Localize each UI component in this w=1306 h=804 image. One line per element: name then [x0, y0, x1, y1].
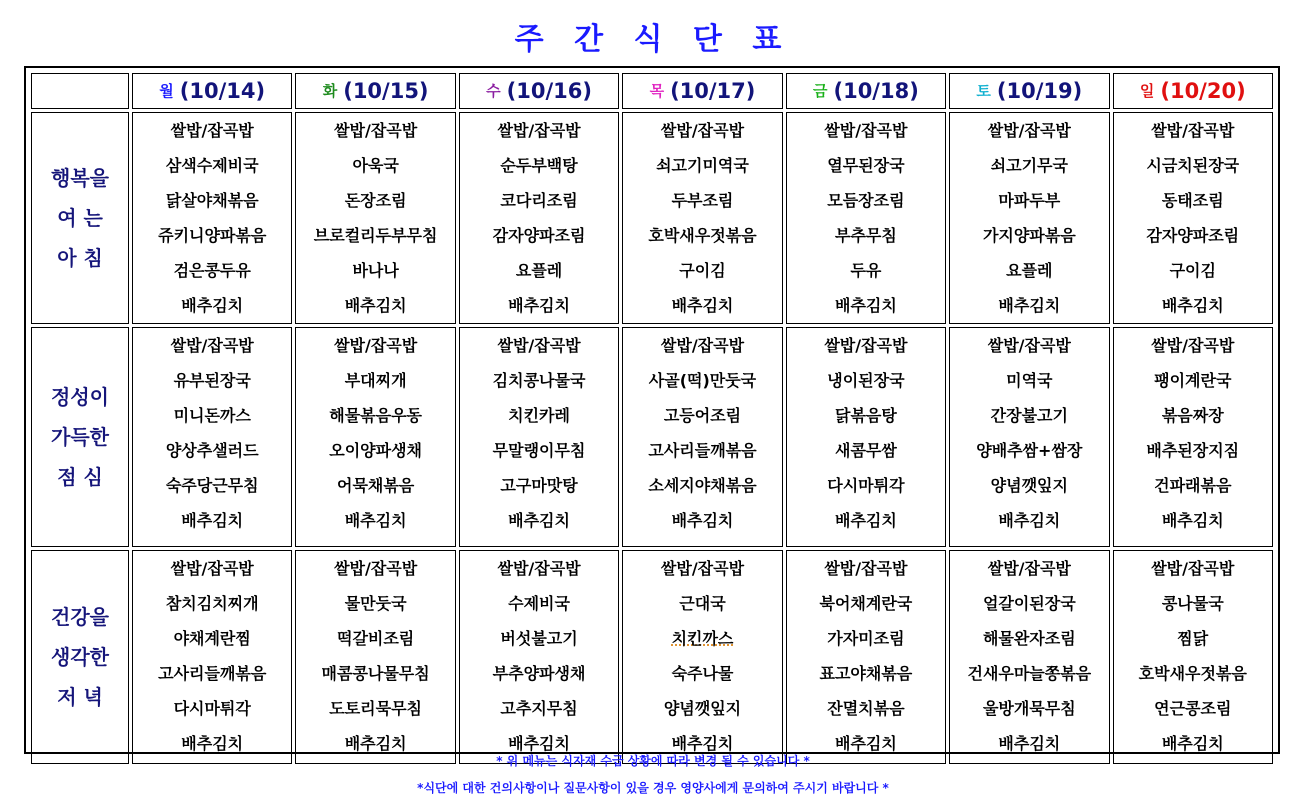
menu-cell — [459, 112, 619, 324]
menu-item: 배추김치 — [1161, 511, 1224, 530]
day-icon: 목 — [649, 82, 665, 100]
menu-item: 동태조림 — [1161, 191, 1224, 210]
day-date: (10/15) — [343, 79, 429, 103]
menu-cell — [1113, 327, 1273, 547]
menu-list — [950, 551, 1108, 763]
menu-item: 감자양파조림 — [1146, 226, 1240, 245]
menu-item: 얼갈이된장국 — [982, 594, 1076, 613]
menu-item: 배추김치 — [671, 734, 734, 753]
menu-item: 참치김치찌개 — [165, 594, 259, 613]
menu-item: 유부된장국 — [173, 371, 251, 390]
menu-item: 쌀밥/잡곡밥 — [660, 559, 745, 578]
menu-item: 시금치된장국 — [1146, 156, 1240, 175]
menu-cell — [132, 550, 292, 764]
menu-item: 삼색수제비국 — [165, 156, 259, 175]
menu-item: 콩나물국 — [1161, 594, 1224, 613]
menu-item: 쌀밥/잡곡밥 — [1151, 121, 1235, 140]
meal-label-line: 점 심 — [57, 465, 103, 489]
meal-label-line: 건강을 — [51, 605, 109, 629]
menu-item: 코다리조림 — [500, 191, 578, 210]
menu-item: 배추김치 — [998, 734, 1061, 753]
menu-item: 간장불고기 — [990, 406, 1068, 425]
menu-item: 닭살야채볶음 — [165, 191, 259, 210]
day-date: (10/18) — [833, 79, 919, 103]
menu-item: 다시마튀각 — [827, 476, 905, 495]
meal-label-line: 행복을 — [51, 166, 109, 190]
menu-item: 건파래볶음 — [1154, 476, 1232, 495]
menu-cell — [132, 112, 292, 324]
menu-item: 쌀밥/잡곡밥 — [334, 559, 418, 578]
menu-cell — [459, 327, 619, 547]
menu-item: 배추김치 — [671, 296, 734, 315]
menu-item: 해물완자조림 — [982, 629, 1076, 648]
day-header-mon — [132, 73, 292, 109]
meal-row-lunch — [31, 327, 1273, 547]
menu-item: 돈장조림 — [344, 191, 407, 210]
day-icon: 수 — [486, 82, 501, 100]
menu-cell — [622, 327, 782, 547]
menu-list — [1114, 551, 1272, 763]
menu-item: 냉이된장국 — [827, 371, 905, 390]
menu-cell — [622, 112, 782, 324]
menu-cell — [132, 327, 292, 547]
menu-item: 다시마튀각 — [173, 699, 251, 718]
menu-item-editing[interactable]: 치킨까스 — [671, 629, 734, 648]
menu-item: 배추김치 — [834, 511, 897, 530]
menu-item: 도토리묵무침 — [329, 699, 422, 718]
menu-item: 배추김치 — [834, 296, 897, 315]
day-header-wed — [459, 73, 619, 109]
day-date: (10/20) — [1160, 79, 1246, 103]
menu-list — [460, 551, 618, 763]
menu-item: 가자미조림 — [827, 629, 905, 648]
menu-list — [623, 551, 781, 763]
menu-list — [296, 328, 454, 546]
menu-item: 배추김치 — [998, 296, 1061, 315]
menu-list — [787, 551, 945, 763]
day-date: (10/17) — [670, 79, 756, 103]
menu-item: 건새우마늘쫑볶음 — [967, 664, 1092, 683]
menu-item: 요플레 — [515, 261, 563, 280]
notice-contact-dietitian: *식단에 대한 건의사항이나 질문사항이 있을 경우 영양사에게 문의하여 주시기 바랍니다 * — [417, 781, 889, 795]
menu-cell — [1113, 112, 1273, 324]
menu-item: 배추김치 — [508, 511, 570, 530]
menu-item: 떡갈비조림 — [336, 629, 415, 648]
menu-item: 사골(떡)만둣국 — [648, 371, 757, 390]
menu-list — [623, 113, 781, 323]
menu-item: 고추지무침 — [500, 699, 578, 718]
menu-cell — [459, 550, 619, 764]
meal-label-dinner — [31, 550, 129, 764]
meal-label-line: 정성이 — [51, 385, 109, 409]
menu-list — [296, 113, 454, 323]
menu-item: 쌀밥/잡곡밥 — [1151, 336, 1235, 355]
day-icon: 금 — [812, 82, 828, 100]
menu-item: 해물볶음우동 — [329, 406, 422, 425]
menu-item: 쌀밥/잡곡밥 — [334, 121, 418, 140]
menu-list — [460, 328, 618, 546]
menu-item: 배추김치 — [181, 511, 244, 530]
menu-item: 쌀밥/잡곡밥 — [660, 121, 745, 140]
menu-item: 양상추샐러드 — [165, 441, 259, 460]
menu-list — [296, 551, 454, 763]
menu-item: 근대국 — [679, 594, 726, 613]
menu-item: 닭볶음탕 — [834, 406, 897, 425]
menu-item: 고사리들깨볶음 — [648, 441, 757, 460]
menu-cell — [622, 550, 782, 764]
menu-item: 쇠고기무국 — [990, 156, 1068, 175]
menu-cell — [949, 112, 1109, 324]
menu-cell — [786, 327, 946, 547]
menu-item: 양배추쌈+쌈장 — [976, 441, 1083, 460]
menu-item: 무말랭이무침 — [492, 441, 586, 460]
menu-item: 쌀밥/잡곡밥 — [660, 336, 745, 355]
notice-substitution: * 위 메뉴는 식자재 수급 상황에 따라 변경 될 수 있습니다 * — [496, 754, 810, 768]
menu-item: 호박새우젓볶음 — [1138, 664, 1247, 683]
menu-item: 쌀밥/잡곡밥 — [824, 559, 908, 578]
menu-item: 팽이계란국 — [1154, 371, 1232, 390]
menu-item: 부추무침 — [834, 226, 897, 245]
menu-item: 부대찌개 — [344, 371, 407, 390]
menu-item: 김치콩나물국 — [492, 371, 586, 390]
meal-row-breakfast — [31, 112, 1273, 324]
menu-item: 잔멸치볶음 — [827, 699, 905, 718]
menu-cell — [295, 327, 455, 547]
meal-label-line: 저 녁 — [57, 685, 103, 709]
menu-item: 양념깻잎지 — [990, 476, 1068, 495]
menu-item: 쌀밥/잡곡밥 — [497, 121, 581, 140]
day-icon: 토 — [976, 82, 991, 100]
menu-item: 모듬장조림 — [827, 191, 905, 210]
menu-item: 브로컬리두부무침 — [313, 226, 438, 245]
menu-item: 수제비국 — [508, 594, 570, 613]
menu-item: 쌀밥/잡곡밥 — [824, 121, 908, 140]
menu-item: 배추김치 — [1161, 296, 1224, 315]
menu-cell — [786, 112, 946, 324]
menu-cell — [295, 550, 455, 764]
menu-cell — [949, 327, 1109, 547]
day-header-thu — [622, 73, 782, 109]
day-icon: 일 — [1139, 82, 1155, 100]
menu-item: 숙주나물 — [671, 664, 734, 683]
menu-item: 물만둣국 — [344, 594, 407, 613]
menu-item: 배추김치 — [1161, 734, 1224, 753]
menu-item: 양념깻잎지 — [663, 699, 742, 718]
menu-item: 찜닭 — [1177, 629, 1209, 648]
menu-item: 쌀밥/잡곡밥 — [497, 336, 581, 355]
meal-label-line: 여 는 — [57, 206, 103, 230]
menu-item: 요플레 — [1006, 261, 1053, 280]
day-icon: 화 — [322, 82, 338, 100]
menu-item: 배추김치 — [834, 734, 897, 753]
meal-label-line: 생각한 — [51, 645, 109, 669]
menu-item: 연근콩조림 — [1154, 699, 1232, 718]
menu-item: 구이김 — [1169, 261, 1216, 280]
menu-list — [1114, 328, 1272, 546]
menu-list — [623, 328, 781, 546]
day-icon: 월 — [159, 82, 174, 100]
menu-item: 마파두부 — [998, 191, 1061, 210]
menu-item: 숙주당근무침 — [165, 476, 259, 495]
menu-item: 야채계란찜 — [173, 629, 251, 648]
menu-item: 매콤콩나물무침 — [321, 664, 430, 683]
menu-item: 새콤무쌈 — [834, 441, 897, 460]
menu-item: 표고야채볶음 — [819, 664, 913, 683]
menu-cell — [1113, 550, 1273, 764]
menu-item: 배추김치 — [181, 296, 244, 315]
menu-item: 아욱국 — [352, 156, 399, 175]
menu-item: 미니돈까스 — [173, 406, 251, 425]
menu-item: 쌀밥/잡곡밥 — [987, 336, 1071, 355]
meal-label-breakfast — [31, 112, 129, 324]
menu-item: 두부조림 — [671, 191, 734, 210]
menu-list — [1114, 113, 1272, 323]
menu-item: 울방개묵무침 — [982, 699, 1076, 718]
menu-item: 북어채계란국 — [819, 594, 913, 613]
menu-list — [950, 328, 1108, 546]
menu-list — [787, 328, 945, 546]
menu-item: 고사리들깨볶음 — [158, 664, 267, 683]
menu-item: 쇠고기미역국 — [656, 156, 749, 175]
meal-label-line: 가득한 — [51, 425, 109, 449]
meal-label-lunch — [31, 327, 129, 547]
menu-item: 버섯불고기 — [500, 629, 578, 648]
menu-item: 쌀밥/잡곡밥 — [170, 336, 254, 355]
menu-item: 쌀밥/잡곡밥 — [334, 336, 418, 355]
menu-cell — [949, 550, 1109, 764]
weekly-menu-table — [28, 70, 1276, 767]
menu-item: 오이양파생채 — [329, 441, 422, 460]
menu-item: 쌀밥/잡곡밥 — [824, 336, 908, 355]
menu-table-frame — [24, 66, 1280, 754]
menu-item: 배추김치 — [508, 296, 570, 315]
menu-item: 미역국 — [1006, 371, 1053, 390]
menu-cell — [786, 550, 946, 764]
menu-item: 치킨카레 — [508, 406, 570, 425]
menu-item: 고구마맛탕 — [500, 476, 578, 495]
menu-item: 두유 — [850, 261, 882, 280]
day-date: (10/16) — [506, 79, 592, 103]
header-row — [31, 73, 1273, 109]
menu-list — [950, 113, 1108, 323]
menu-item: 배추김치 — [344, 734, 407, 753]
page-title: 주 간 식 단 표 — [514, 22, 792, 57]
menu-item: 고등어조림 — [663, 406, 742, 425]
day-header-tue — [295, 73, 455, 109]
menu-item: 쌀밥/잡곡밥 — [497, 559, 581, 578]
meal-row-dinner — [31, 550, 1273, 764]
menu-item: 소세지야채볶음 — [648, 476, 757, 495]
menu-item: 가지양파볶음 — [982, 226, 1076, 245]
day-header-fri — [786, 73, 946, 109]
menu-item: 배추김치 — [998, 511, 1061, 530]
day-header-sun — [1113, 73, 1273, 109]
menu-item: 배추김치 — [181, 734, 244, 753]
menu-item: 쌀밥/잡곡밥 — [170, 121, 254, 140]
day-header-sat — [949, 73, 1109, 109]
menu-item: 배추김치 — [508, 734, 570, 753]
menu-item: 어묵채볶음 — [336, 476, 415, 495]
day-date: (10/19) — [996, 79, 1083, 103]
menu-item: 배추된장지짐 — [1146, 441, 1240, 460]
menu-item: 부추양파생채 — [492, 664, 586, 683]
menu-item: 열무된장국 — [827, 156, 905, 175]
menu-list — [133, 113, 291, 323]
menu-list — [133, 551, 291, 763]
menu-item: 쌀밥/잡곡밥 — [987, 121, 1071, 140]
menu-list — [133, 328, 291, 546]
meal-label-line: 아 침 — [57, 246, 103, 270]
menu-item: 바나나 — [352, 261, 399, 280]
menu-item: 볶음짜장 — [1161, 406, 1224, 425]
menu-item: 구이김 — [679, 261, 726, 280]
header-corner-cell — [31, 73, 129, 109]
menu-item: 배추김치 — [344, 296, 407, 315]
menu-item: 순두부백탕 — [500, 156, 578, 175]
menu-cell — [295, 112, 455, 324]
menu-item: 쌀밥/잡곡밥 — [987, 559, 1071, 578]
menu-item: 검은콩두유 — [173, 261, 251, 280]
menu-item: 쌀밥/잡곡밥 — [1151, 559, 1235, 578]
menu-item: 감자양파조림 — [492, 226, 586, 245]
menu-list — [787, 113, 945, 323]
menu-item: 호박새우젓볶음 — [648, 226, 757, 245]
day-date: (10/14) — [179, 79, 266, 103]
menu-item: 배추김치 — [671, 511, 734, 530]
menu-item: 배추김치 — [344, 511, 407, 530]
menu-item: 쥬키니양파볶음 — [158, 226, 267, 245]
menu-item: 쌀밥/잡곡밥 — [170, 559, 254, 578]
menu-list — [460, 113, 618, 323]
